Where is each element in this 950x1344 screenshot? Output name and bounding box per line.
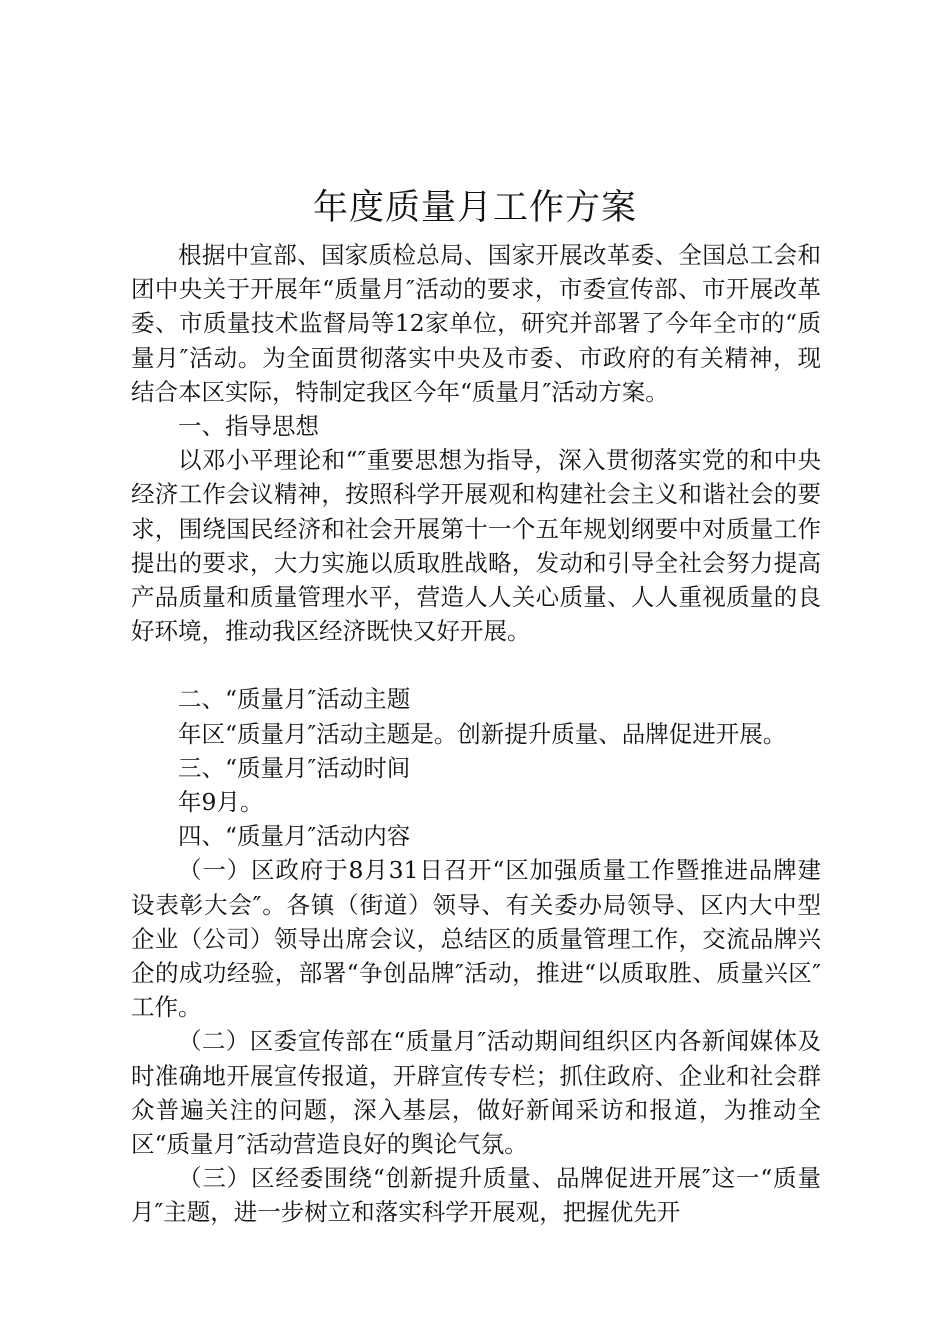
content-item-1: （一）区政府于8月31日召开“区加强质量工作暨推进品牌建设表彰大会″。各镇（街道）领导、有关委办局领导、区内大中型企业（公司）领导出席会议，总结区的质量管理工作，交流品牌兴企的成功经验，部署“争创品牌″活动，推进“以质取胜、质量兴区″工作。 xyxy=(131,856,821,1022)
intro-paragraph: 根据中宣部、国家质检总局、国家开展改革委、全国总工会和团中央关于开展年“质量月″活动的要求，市委宣传部、市开展改革委、市质量技术监督局等12家单位，研究并部署了今年全市的“质量月″活动。为全面贯彻落实中央及市委、市政府的有关精神，现结合本区实际，特制定我区今年“质量月″活动方案。 xyxy=(131,241,821,406)
time-paragraph: 年9月。 xyxy=(178,788,264,817)
content-item-3: （三）区经委围绕“创新提升质量、品牌促进开展″这一“质量月″主题，进一步树立和落实科学开展观，把握优先开 xyxy=(131,1164,821,1227)
content-item-2: （二）区委宣传部在“质量月″活动期间组织区内各新闻媒体及时准确地开展宣传报道，开辟宣传专栏；抓住政府、企业和社会群众普遍关注的问题，深入基层，做好新闻采访和报道，为推动全区“质量月″活动营造良好的舆论气氛。 xyxy=(131,1027,821,1159)
document-title: 年度质量月工作方案 xyxy=(312,188,637,228)
section-heading-time: 三、“质量月″活动时间 xyxy=(178,753,411,782)
section-heading-guiding-thought: 一、指导思想 xyxy=(178,412,319,441)
theme-paragraph: 年区“质量月″活动主题是。创新提升质量、品牌促进开展。 xyxy=(178,719,787,748)
section-heading-content: 四、“质量月″活动内容 xyxy=(178,822,411,851)
document-body xyxy=(131,238,821,1230)
section-heading-theme: 二、“质量月″活动主题 xyxy=(178,685,411,714)
guiding-thought-paragraph: 以邓小平理论和“″重要思想为指导，深入贯彻落实党的和中央经济工作会议精神，按照科学开展观和构建社会主义和谐社会的要求，围绕国民经济和社会开展第十一个五年规划纲要中对质量工作提出的要求，大力实施以质取胜战略，发动和引导全社会努力提高产品质量和质量管理水平，营造人人关心质量、人人重视质量的良好环境，推动我区经济既快又好开展。 xyxy=(131,446,821,646)
